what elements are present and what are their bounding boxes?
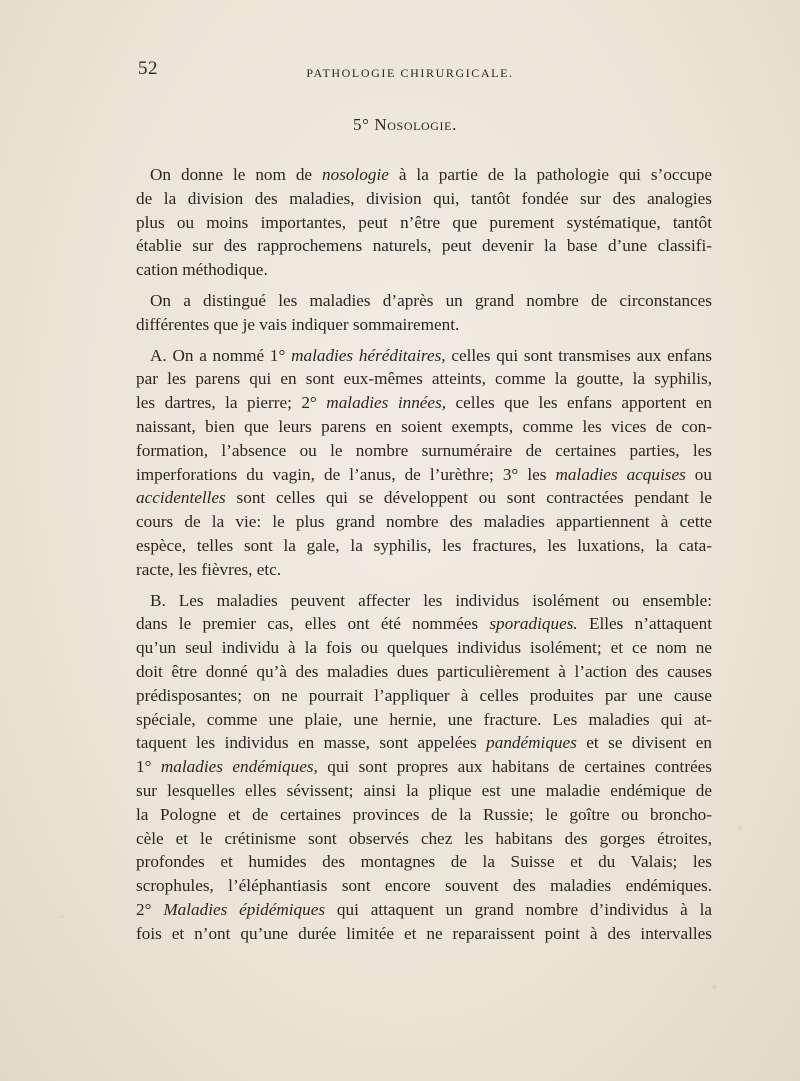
text-line: espèce, telles sont la gale, la syphilis, les fractures, les luxations, la cata- (136, 535, 712, 555)
text-line: 1° maladies endémiques, qui sont propres aux habitans de certaines contrées (136, 757, 712, 777)
section-title: Nosologie. (374, 115, 457, 134)
text-line: sur lesquelles elles sévissent; ainsi la plique est une maladie endémique de (136, 780, 712, 800)
paragraph (136, 163, 712, 282)
italic-term: maladies acquises (555, 464, 686, 484)
text-line: imperforations du vagin, de l’anus, de l’urèthre; 3° les maladies acquises ou (136, 464, 712, 484)
paragraph (136, 344, 712, 582)
text-line: scrophules, l’éléphantiasis sont encore souvent des maladies endémiques. (136, 876, 712, 896)
text-line: doit être donné qu’à des maladies dues particulièrement à l’action des causes (136, 661, 712, 681)
text-line: fois et n’ont qu’une durée limitée et ne reparaissent point à des intervalles (136, 923, 712, 943)
text-line: différentes que je vais indiquer sommairement. (136, 314, 460, 334)
page-number: 52 (138, 58, 158, 79)
text-line: plus ou moins importantes, peut n’être que purement systématique, tantôt (136, 212, 712, 232)
paragraph (136, 289, 712, 337)
text-line: de la division des maladies, division qui, tantôt fondée sur des analogies (136, 188, 712, 208)
text-line: qu’un seul individu à la fois ou quelques individus isolément; et ce nom ne (136, 638, 712, 658)
text-line: cèle et le crétinisme sont observés chez les habitans des gorges étroites, (136, 828, 712, 848)
text-line: naissant, bien que leurs parens en soient exempts, comme les vices de con- (136, 416, 712, 436)
text-line: établie sur des rapprochemens naturels, peut devenir la base d’une classifi- (136, 236, 712, 256)
paper-stain (738, 826, 742, 830)
running-title: PATHOLOGIE CHIRURGICALE. (306, 66, 514, 80)
text-line: prédisposantes; on ne pourrait l’appliquer à celles produites par une cause (136, 685, 712, 705)
paper-stain (60, 915, 64, 918)
text-line: spéciale, comme une plaie, une hernie, une fracture. Les maladies qui at- (136, 709, 712, 729)
text-line: racte, les fièvres, etc. (136, 559, 282, 579)
text-line: cours de la vie: le plus grand nombre des maladies appartiennent à cette (136, 512, 712, 532)
text-line: la Pologne et de certaines provinces de la Russie; le goître ou broncho- (136, 804, 712, 824)
italic-term: nosologie (322, 165, 389, 184)
paper-stain (712, 985, 717, 990)
section-number: 5° (353, 115, 370, 134)
italic-term: pandémiques (486, 733, 577, 753)
text-line: B. Les maladies peuvent affecter les individus isolément ou ensemble: (150, 590, 712, 610)
text-line: formation, l’absence ou le nombre surnuméraire de certaines parties, les (136, 440, 712, 460)
text-line: les dartres, la pierre; 2° maladies innées, celles que les enfans apportent en (136, 393, 712, 413)
paragraph (136, 589, 712, 946)
italic-term: Maladies épidémiques (163, 899, 326, 919)
italic-term: maladies innées, (326, 393, 447, 413)
section-heading (0, 115, 800, 135)
italic-term: accidentelles (136, 488, 226, 508)
italic-term: maladies endémiques, (160, 757, 318, 777)
body-text (136, 163, 712, 953)
text-line: 2° Maladies épidémiques qui attaquent un grand nombre d’individus à la (136, 899, 712, 919)
text-line: taquent les individus en masse, sont appelées pandémiques et se divisent en (136, 733, 712, 753)
text-line: accidentelles sont celles qui se développent ou sont contractées pendant le (136, 488, 712, 508)
text-line: par les parens qui en sont eux-mêmes atteints, comme la goutte, la syphilis, (136, 369, 712, 389)
italic-term: maladies héréditaires, (291, 345, 446, 365)
text-line: profondes et humides des montagnes de la Suisse et du Valais; les (136, 852, 712, 872)
text-line: dans le premier cas, elles ont été nommées sporadiques. Elles n’attaquent (136, 614, 712, 634)
text-line: cation méthodique. (136, 260, 268, 280)
italic-term: sporadiques. (489, 614, 578, 634)
text-line: On a distingué les maladies d’après un grand nombre de circonstances (150, 290, 712, 310)
text-line: A. On a nommé 1° maladies héréditaires, celles qui sont transmises aux enfans (150, 345, 712, 365)
text-line: On donne le nom de nosologie à la partie de la pathologie qui s’occupe (150, 165, 712, 184)
